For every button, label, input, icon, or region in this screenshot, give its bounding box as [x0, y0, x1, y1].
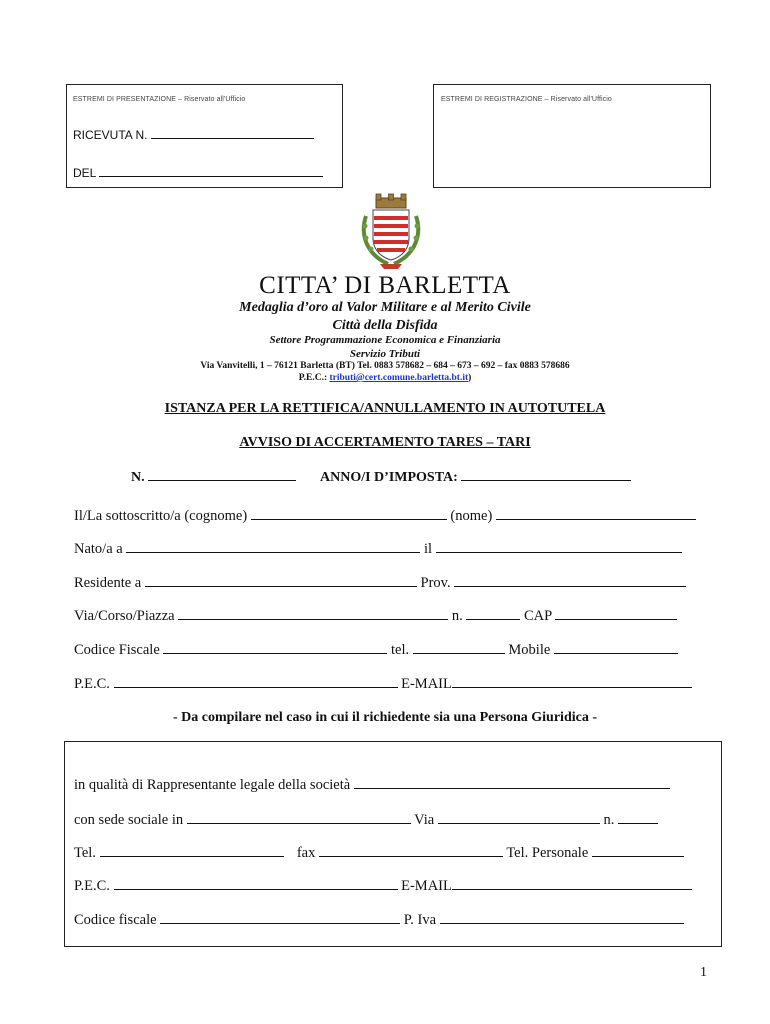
- company-number-field[interactable]: [618, 812, 658, 824]
- document-subtitle: AVVISO DI ACCERTAMENTO TARES – TARI: [239, 435, 531, 450]
- personal-phone-label: Tel. Personale: [506, 845, 589, 861]
- settore-line: Settore Programmazione Economica e Finanziaria: [269, 334, 501, 346]
- phone-label: tel.: [391, 642, 410, 658]
- presentation-caption: ESTREMI DI PRESENTAZIONE – Riservato all'Ufficio: [73, 96, 246, 103]
- company-pec-label: P.E.C.: [74, 878, 110, 894]
- page-number: 1: [700, 965, 707, 980]
- pec-suffix: ): [468, 373, 472, 383]
- personal-phone-field[interactable]: [592, 845, 684, 857]
- vat-field[interactable]: [440, 912, 684, 924]
- street-label: Via/Corso/Piazza: [74, 608, 175, 624]
- ricevuta-field[interactable]: [151, 127, 314, 139]
- year-label: ANNO/I D’IMPOSTA:: [320, 470, 458, 485]
- pec-email-link[interactable]: tributi@cert.comune.barletta.bt.it: [329, 373, 469, 383]
- seat-field[interactable]: [187, 812, 411, 824]
- email-field[interactable]: [452, 676, 692, 688]
- fiscal-code-label: Codice Fiscale: [74, 642, 160, 658]
- firstname-field[interactable]: [496, 508, 696, 520]
- company-fiscal-label: Codice fiscale: [74, 912, 157, 928]
- servizio-line: Servizio Tributi: [349, 348, 421, 360]
- vat-label: P. Iva: [403, 912, 437, 928]
- firstname-label: (nome): [450, 508, 493, 524]
- seat-label: con sede sociale in: [74, 812, 184, 828]
- residence-label: Residente a: [74, 575, 142, 591]
- surname-field[interactable]: [251, 508, 447, 520]
- street-number-field[interactable]: [466, 608, 520, 620]
- surname-label: Il/La sottoscritto/a (cognome): [74, 508, 248, 524]
- city-crest-icon: [358, 192, 424, 272]
- number-label: N.: [131, 470, 145, 485]
- representative-label: in qualità di Rappresentante legale della società: [74, 777, 351, 793]
- company-email-field[interactable]: [452, 878, 692, 890]
- number-field[interactable]: [148, 469, 296, 481]
- company-phone-label: Tel.: [74, 845, 96, 861]
- ricevuta-label: RICEVUTA N.: [73, 128, 148, 142]
- mobile-label: Mobile: [508, 642, 551, 658]
- phone-field[interactable]: [413, 642, 505, 654]
- residence-field[interactable]: [145, 575, 417, 587]
- representative-row: [74, 777, 670, 794]
- fiscal-code-field[interactable]: [163, 642, 387, 654]
- pec-prefix: P.E.C.:: [298, 373, 328, 383]
- street-row: [74, 608, 677, 625]
- cap-label: CAP: [523, 608, 552, 624]
- company-phone-row: [74, 845, 684, 862]
- company-street-field[interactable]: [438, 812, 600, 824]
- street-number-label: n.: [451, 608, 463, 624]
- company-street-label: Via: [414, 812, 435, 828]
- legal-entity-note: - Da compilare nel caso in cui il richiedente sia una Persona Giuridica -: [173, 710, 597, 725]
- company-pec-field[interactable]: [114, 878, 398, 890]
- fiscal-row: [74, 642, 678, 659]
- company-email-label: E-MAIL: [401, 878, 452, 894]
- birthdate-field[interactable]: [436, 541, 682, 553]
- seat-row: [74, 812, 658, 829]
- document-title: ISTANZA PER LA RETTIFICA/ANNULLAMENTO IN AUTOTUTELA: [164, 401, 606, 416]
- birth-row: [74, 541, 682, 558]
- pec-label: P.E.C.: [74, 676, 110, 692]
- company-fiscal-field[interactable]: [160, 912, 400, 924]
- company-phone-field[interactable]: [100, 845, 284, 857]
- number-row: [131, 469, 296, 486]
- del-field[interactable]: [99, 165, 323, 177]
- cap-field[interactable]: [555, 608, 677, 620]
- del-label: DEL: [73, 166, 96, 180]
- birthplace-label: Nato/a a: [74, 541, 123, 557]
- mobile-field[interactable]: [554, 642, 678, 654]
- registration-box: [433, 84, 711, 188]
- ricevuta-row: [73, 127, 314, 142]
- presentation-box: [66, 84, 343, 188]
- company-field[interactable]: [354, 777, 670, 789]
- residence-row: [74, 575, 686, 592]
- city-title: CITTA’ DI BARLETTA: [259, 272, 511, 299]
- province-field[interactable]: [454, 575, 686, 587]
- company-fax-field[interactable]: [319, 845, 503, 857]
- email-label: E-MAIL: [401, 676, 452, 692]
- company-fax-label: fax: [296, 845, 316, 861]
- del-row: [73, 165, 323, 180]
- disfida-subtitle: Città della Disfida: [332, 318, 438, 333]
- contact-row: [74, 676, 692, 693]
- name-row: [74, 508, 696, 525]
- address-line: Via Vanvitelli, 1 – 76121 Barletta (BT) Tel. 0883 578682 – 684 – 673 – 692 – fax 0883 578686: [200, 361, 570, 371]
- pec-field[interactable]: [114, 676, 398, 688]
- street-field[interactable]: [178, 608, 448, 620]
- company-fiscal-row: [74, 912, 684, 929]
- medal-subtitle: Medaglia d’oro al Valor Militare e al Merito Civile: [239, 300, 531, 315]
- registration-caption: ESTREMI DI REGISTRAZIONE – Riservato all'Ufficio: [441, 96, 612, 103]
- year-row: [320, 469, 631, 486]
- birthdate-label: il: [423, 541, 433, 557]
- birthplace-field[interactable]: [126, 541, 420, 553]
- pec-line: [0, 373, 770, 383]
- company-number-label: n.: [603, 812, 615, 828]
- province-label: Prov.: [420, 575, 451, 591]
- year-field[interactable]: [461, 469, 631, 481]
- company-contact-row: [74, 878, 692, 895]
